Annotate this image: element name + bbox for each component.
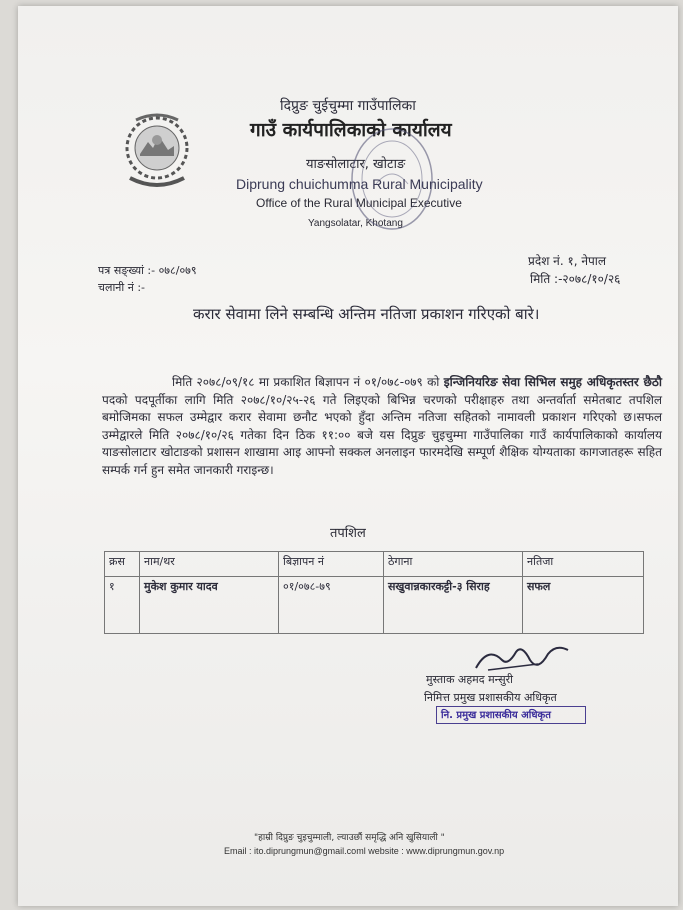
footer-motto: "हाम्री दिप्रुङ चुइचुम्माली, ल्याउछौं समृद्धि अनि खुसियाली " <box>254 833 445 843</box>
cell-name: मुकेश कुमार यादव <box>140 577 279 634</box>
letter-subject: करार सेवामा लिने सम्बन्धि अन्तिम नतिजा प्रकाशन गरिएको बारे। <box>193 305 540 323</box>
header-advert-no: बिज्ञापन नं <box>279 552 384 577</box>
header-name: नाम/थर <box>140 552 279 577</box>
header-address: ठेगाना <box>384 552 523 577</box>
table-header-row <box>105 552 644 577</box>
reference-number: पत्र सङ्ख्यां :- ०७८/०७९ <box>98 264 197 277</box>
letter-body <box>102 374 662 479</box>
letterhead-municipality-en: Diprung chuichumma Rural Municipality <box>236 176 483 192</box>
letterhead-office-en: Office of the Rural Municipal Executive <box>256 196 462 210</box>
table-title: तपशिल <box>330 526 366 541</box>
header-serial: क्रस <box>105 552 140 577</box>
cell-serial: १ <box>105 577 140 634</box>
signatory-seal: नि. प्रमुख प्रशासकीय अधिकृत <box>436 706 586 724</box>
cell-result: सफल <box>523 577 644 634</box>
signatory-name: मुस्ताक अहमद मन्सुरी <box>426 673 513 686</box>
body-text-start: मिति २०७८/०९/१८ मा प्रकाशित बिज्ञापन नं ०१/०७८-०७९ को <box>172 375 444 389</box>
government-emblem-icon <box>118 106 196 196</box>
province-label: प्रदेश नं. १, नेपाल <box>528 254 607 268</box>
dispatch-number: चलानी नं :- <box>98 281 146 294</box>
body-position-highlight: इन्जिनियरिङ सेवा सिभिल समुह अधिकृतस्तर छैठौ <box>443 375 662 389</box>
letterhead-office-np: गाउँ कार्यपालिकाको कार्यालय <box>250 119 452 141</box>
cell-address: सखुवान्नकारकट्टी-३ सिराह <box>384 577 523 634</box>
body-text-rest: पदको पदपूर्तीका लागि मिति २०७८/१०/२५-२६ गते लिइएको बिभिन्न चरणको परीक्षाहरु तथा अन्तर्वार्ता समेतबाट तपशिल बमोजिमका सफल उम्मेद्वार करार सेवामा छनौट भएको हुँदा अन्तिम नतिजा सहितको नामावली प्रकाशन गरिएको छ।सफल उम्मेद्वारले मिति २०७८/१०/२६ गतेका दिन ठिक ११:०० बजे यस दिप्रुङ चुइचुम्मा गाउँपालिका गाउँ कार्यपालिकाको कार्यालय याङसोलाटार खोटाङको प्रशासन शाखामा आइ आफ्नो सक्कल अनलाइन फारमदेखि सम्पूर्ण शैक्षिक योग्यताका कागजातहरू सहित सम्पर्क गर्न हुन समेत जानकारी गराइन्छ। <box>102 392 662 477</box>
result-table <box>104 551 644 634</box>
table-row <box>105 577 644 634</box>
letter-date: मिति :-२०७८/१०/२६ <box>530 272 621 286</box>
letterhead-address-en: Yangsolatar, Khotang <box>308 218 403 229</box>
signatory-role: निमित्त प्रमुख प्रशासकीय अधिकृत <box>424 691 557 704</box>
letterhead-address-np: याङसोलाटार, खोटाङ <box>306 157 406 172</box>
cell-advert-no: ०१/०७८-७९ <box>279 577 384 634</box>
letterhead-municipality-np: दिप्रुङ चुईचुम्मा गाउँपालिका <box>280 98 416 114</box>
header-result: नतिजा <box>523 552 644 577</box>
letter-sheet <box>18 6 678 906</box>
office-stamp-icon <box>346 124 438 234</box>
footer-contact: Email : ito.diprungmun@gmail.coml website : www.diprungmun.gov.np <box>224 846 505 856</box>
